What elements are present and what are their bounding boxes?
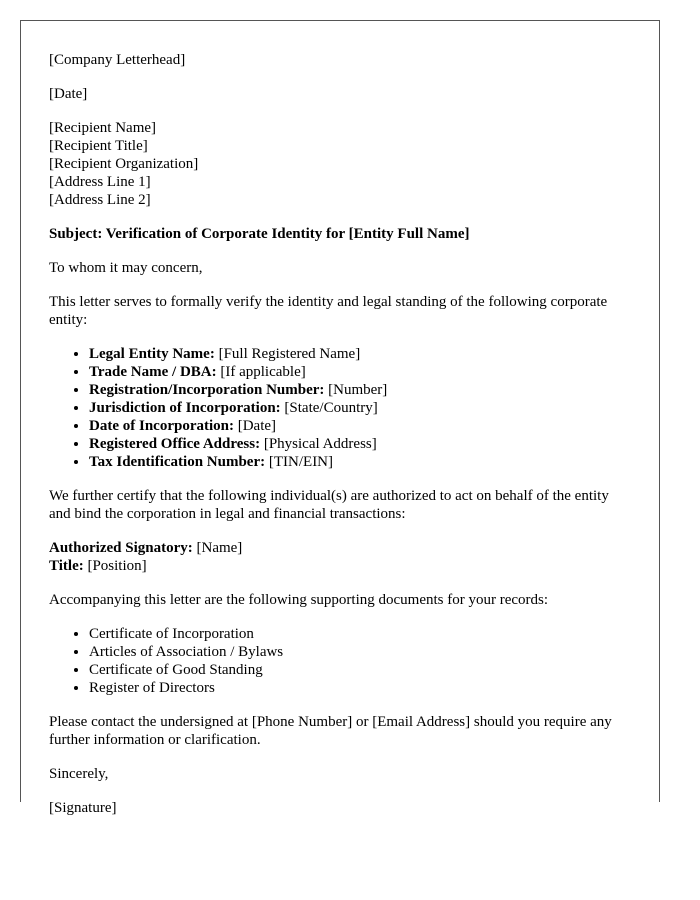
entity-detail-value: [Date] xyxy=(233,418,277,434)
entity-detail-item xyxy=(89,417,631,435)
closing: Sincerely, xyxy=(49,766,109,782)
entity-detail-label: Trade Name / DBA: xyxy=(89,364,217,380)
recipient-address-line-1: [Address Line 1] xyxy=(49,174,151,190)
signatory-title-line xyxy=(49,557,631,575)
document-item: • Register of Directors xyxy=(89,679,631,697)
entity-detail-item xyxy=(89,363,631,381)
documents-intro: Accompanying this letter are the following supporting documents for your records: xyxy=(49,592,549,608)
letter-page xyxy=(20,20,660,816)
entity-detail-label: Legal Entity Name: xyxy=(89,346,215,362)
entity-detail-label: Jurisdiction of Incorporation: xyxy=(89,400,281,416)
document-item: • Certificate of Incorporation xyxy=(89,625,631,643)
signatory-title-value: [Position] xyxy=(83,558,147,574)
entity-detail-label: Registered Office Address: xyxy=(89,436,261,452)
entity-detail-item xyxy=(89,381,631,399)
entity-detail-value: [If applicable] xyxy=(216,364,306,380)
recipient-name: [Recipient Name] xyxy=(49,120,157,136)
entity-detail-value: [Physical Address] xyxy=(260,436,377,452)
signatory-name-label: Authorized Signatory: xyxy=(49,540,193,556)
entity-detail-item xyxy=(89,435,631,453)
entity-detail-label: Tax Identification Number: xyxy=(89,454,266,470)
signatory-block xyxy=(49,539,631,575)
entity-detail-value: [State/Country] xyxy=(280,400,378,416)
recipient-block xyxy=(49,119,631,209)
recipient-title: [Recipient Title] xyxy=(49,138,148,154)
signatory-name-value: [Name] xyxy=(192,540,243,556)
company-letterhead: [Company Letterhead] xyxy=(49,52,186,68)
recipient-address-line-2: [Address Line 2] xyxy=(49,192,151,208)
letter-body xyxy=(21,21,659,817)
entity-details-list xyxy=(49,345,631,471)
signatory-title-label: Title: xyxy=(49,558,84,574)
entity-detail-item xyxy=(89,345,631,363)
subject-line: Subject: Verification of Corporate Identity for [Entity Full Name] xyxy=(49,226,470,242)
signatory-name-line xyxy=(49,539,631,557)
entity-detail-value: [Number] xyxy=(324,382,388,398)
contact-paragraph: Please contact the undersigned at [Phone Number] or [Email Address] should you require any further information or clarification. xyxy=(49,714,612,748)
entity-detail-value: [TIN/EIN] xyxy=(265,454,334,470)
entity-detail-label: Date of Incorporation: xyxy=(89,418,234,434)
letter-date: [Date] xyxy=(49,86,88,102)
entity-detail-item xyxy=(89,399,631,417)
certify-paragraph: We further certify that the following individual(s) are authorized to act on behalf of the entity and bind the corporation in legal and financial transactions: xyxy=(49,488,609,522)
intro-paragraph: This letter serves to formally verify the identity and legal standing of the following corporate entity: xyxy=(49,294,608,328)
entity-detail-label: Registration/Incorporation Number: xyxy=(89,382,325,398)
signature-placeholder: [Signature] xyxy=(49,800,117,816)
entity-detail-item xyxy=(89,453,631,471)
entity-detail-value: [Full Registered Name] xyxy=(214,346,361,362)
salutation: To whom it may concern, xyxy=(49,260,203,276)
supporting-documents-list xyxy=(49,625,631,697)
document-item: • Certificate of Good Standing xyxy=(89,661,631,679)
recipient-organization: [Recipient Organization] xyxy=(49,156,199,172)
document-item: • Articles of Association / Bylaws xyxy=(89,643,631,661)
